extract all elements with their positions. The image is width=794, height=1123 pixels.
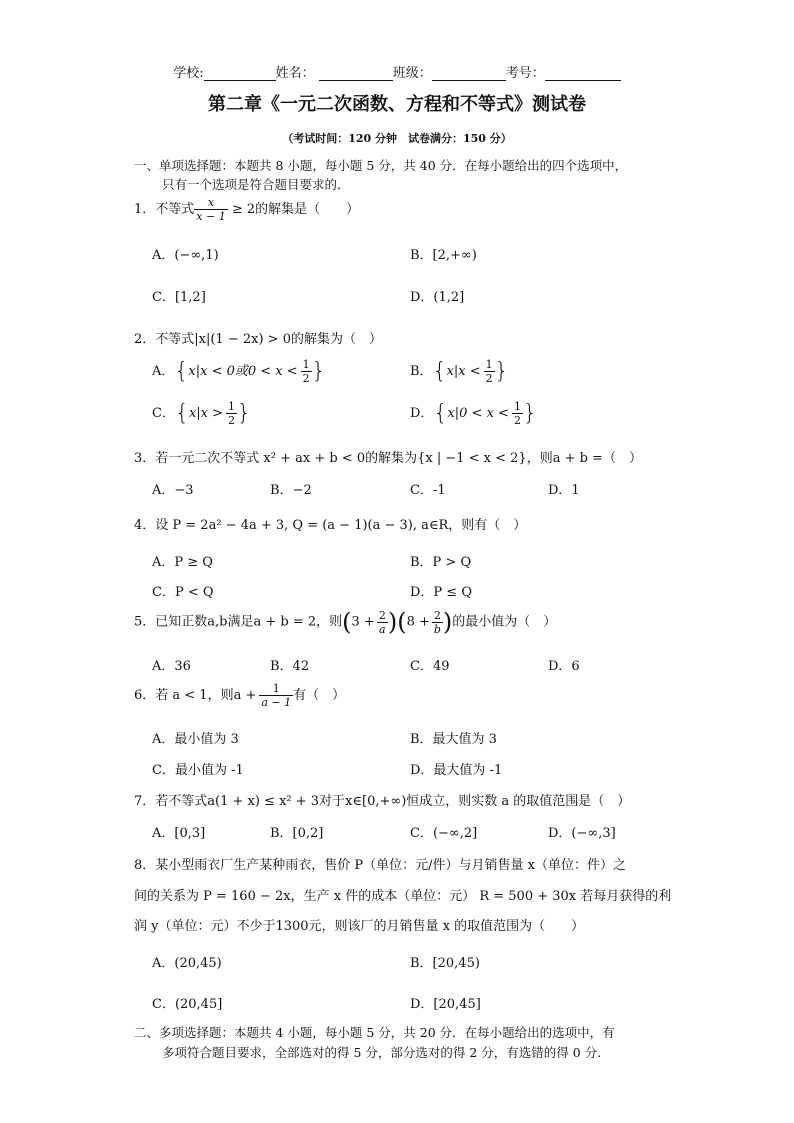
question-2-stem: 2．不等式|x|(1 − 2x) > 0的解集为（ ） xyxy=(134,332,382,347)
q1-prefix: 1．不等式 xyxy=(134,202,195,217)
question-5-stem: 5．已知正数a,b满足a + b = 2，则(3 + $\frac{2}{a}$ )(8 + $\frac{2}{b}$ )的最小值为（ ） xyxy=(134,608,557,636)
q6-option-c: C．最小值为 -1 xyxy=(152,763,244,778)
section1-line2: 只有一个选项是符合题目要求的． xyxy=(162,177,350,192)
question-7-stem: 7．若不等式a(1 + x) ≤ x² + 3对于x∈[0,+∞)恒成立，则实数 a 的取值范围是（ ） xyxy=(134,794,631,809)
question-8-line2: 间的关系为 P = 160 − 2x，生产 x 件的成本（单位：元） R = 500 + 30x 若每月获得的利 xyxy=(134,889,672,904)
q7-option-d: D．(−∞,3] xyxy=(548,826,616,841)
q1-option-d: D．(1,2] xyxy=(410,290,465,305)
q7-option-c: C．(−∞,2] xyxy=(410,826,478,841)
q5-option-d: D．6 xyxy=(548,659,580,674)
q1-fraction: $\frac{x}{x - 1}$ xyxy=(196,196,226,223)
q1-suffix: ≥ 2的解集是（ ） xyxy=(227,202,360,217)
q2-option-d: D．{x|0 < x < $\frac{1}{2}$ } xyxy=(410,400,537,427)
page-subtitle: （考试时间：120 分钟 试卷满分：150 分） xyxy=(282,132,512,145)
q3-option-d: D．1 xyxy=(548,483,580,498)
q4-option-b: B．P > Q xyxy=(410,555,472,570)
q8-option-d: D．[20,45] xyxy=(410,997,481,1012)
q5-option-b: B．42 xyxy=(270,659,310,674)
question-8-line1: 8．某小型雨衣厂生产某种雨衣，售价 P（单位：元/件）与月销售量 x（单位：件）之 xyxy=(134,858,626,873)
q1-option-a: A．(−∞,1) xyxy=(152,248,219,263)
question-1-stem xyxy=(134,196,359,223)
question-8-line3: 润 y（单位：元）不少于1300元，则该厂的月销售量 x 的取值范围为（ ） xyxy=(134,919,585,934)
q1-option-b: B．[2,+∞) xyxy=(410,248,477,263)
q4-option-d: D．P ≤ Q xyxy=(410,585,472,600)
q3-option-a: A．−3 xyxy=(152,483,194,498)
q1-option-c: C．[1,2] xyxy=(152,290,206,305)
q2-option-a: A．{x|x < 0或0 < x < $\frac{1}{2}$ } xyxy=(152,358,326,385)
q6-option-b: B．最大值为 3 xyxy=(410,732,497,747)
class-label: 班级： xyxy=(392,66,432,81)
section1-line1: 一、单项选择题：本题共 8 小题，每小题 5 分，共 40 分．在每小题给出的四个选项中， xyxy=(134,158,628,173)
q5-option-c: C．49 xyxy=(410,659,450,674)
q5-option-a: A．36 xyxy=(152,659,191,674)
q2-option-b: B．{x|x < $\frac{1}{2}$ } xyxy=(410,358,509,385)
class-blank xyxy=(432,68,506,81)
q3-option-b: B．−2 xyxy=(270,483,312,498)
q7-option-b: B．[0,2] xyxy=(270,826,324,841)
q6-option-d: D．最大值为 -1 xyxy=(410,763,503,778)
exam-info-header xyxy=(0,62,794,81)
section2-line1: 二、多项选择题：本题共 4 小题，每小题 5 分，共 20 分．在每小题给出的选项中，有 xyxy=(134,1025,615,1040)
school-label: 学校: xyxy=(173,66,204,81)
page-title: 第二章《一元二次函数、方程和不等式》测试卷 xyxy=(208,94,586,115)
section2-line2: 多项符合题目要求，全部选对的得 5 分，部分选对的得 2 分，有选错的得 0 分. xyxy=(162,1045,602,1060)
question-6-stem: 6．若 a < 1，则a + $\frac{1}{a - 1}$ 有（ ） xyxy=(134,682,346,709)
q6-option-a: A．最小值为 3 xyxy=(152,732,239,747)
question-3-stem: 3．若一元二次不等式 x² + ax + b < 0的解集为{x | −1 < x < 2}，则a + b =（ ） xyxy=(134,451,642,466)
q8-option-b: B．[20,45) xyxy=(410,956,480,971)
q2-option-c: C．{x|x > $\frac{1}{2}$ } xyxy=(152,400,252,427)
number-blank xyxy=(545,68,621,81)
name-label: 姓名： xyxy=(275,66,315,81)
school-blank xyxy=(204,68,276,81)
number-label: 考号： xyxy=(505,66,545,81)
name-blank xyxy=(319,68,393,81)
q8-option-a: A．(20,45) xyxy=(152,956,222,971)
q4-option-a: A．P ≥ Q xyxy=(152,555,213,570)
q8-option-c: C．(20,45] xyxy=(152,997,223,1012)
q4-option-c: C．P < Q xyxy=(152,585,214,600)
q3-option-c: C．-1 xyxy=(410,483,446,498)
q7-option-a: A．[0,3] xyxy=(152,826,206,841)
question-4-stem: 4．设 P = 2a² − 4a + 3, Q = (a − 1)(a − 3), a∈R，则有（ ） xyxy=(134,518,527,533)
